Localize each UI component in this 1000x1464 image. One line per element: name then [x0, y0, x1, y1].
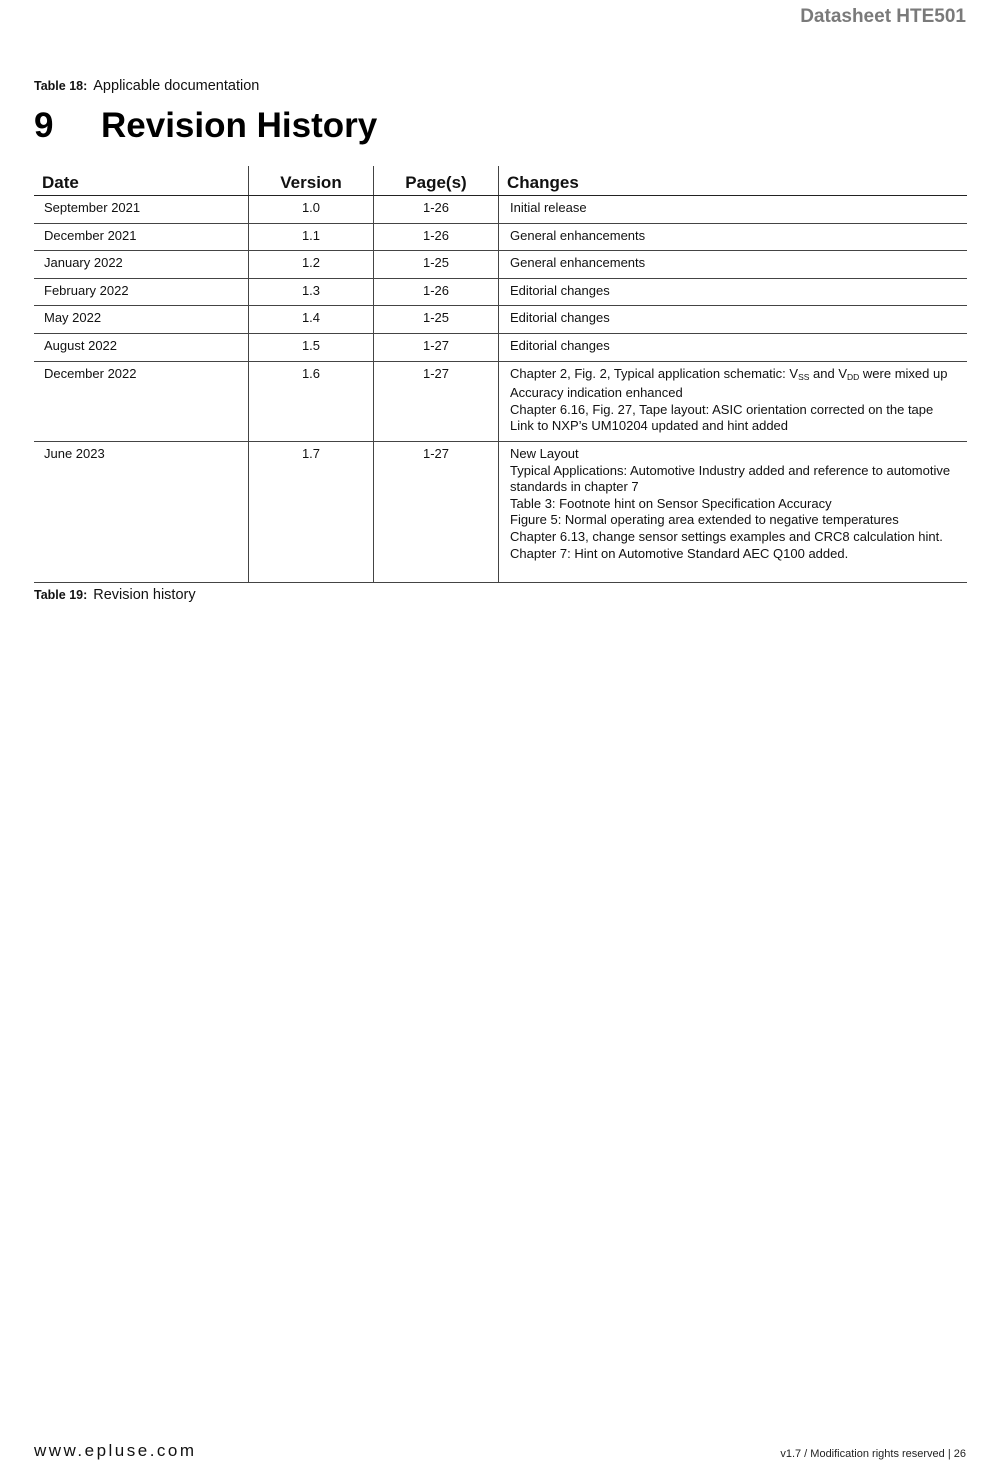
change-line: Chapter 7: Hint on Automotive Standard AEC Q100 added. — [510, 545, 849, 561]
section-number: 9 — [34, 106, 54, 145]
table-row — [34, 278, 967, 306]
change-line: Editorial changes — [510, 310, 610, 326]
cell-pages: 1-26 — [374, 278, 499, 306]
change-text: and V — [809, 365, 848, 381]
change-line: Editorial changes — [510, 337, 610, 353]
change-line: Editorial changes — [510, 282, 610, 298]
cell-date: September 2021 — [34, 196, 249, 224]
change-text: were mixed up — [859, 365, 948, 381]
table-caption-text: Revision history — [93, 587, 196, 603]
footer-website: www.epluse.com — [34, 1441, 197, 1460]
cell-version: 1.7 — [249, 441, 374, 582]
subscript-text: DD — [847, 371, 860, 382]
cell-version: 1.0 — [249, 196, 374, 224]
cell-version: 1.2 — [249, 251, 374, 279]
table-caption-revision-history — [34, 587, 196, 603]
cell-version: 1.6 — [249, 361, 374, 441]
cell-date: January 2022 — [34, 251, 249, 279]
cell-pages: 1-26 — [374, 223, 499, 251]
change-line: New Layout — [510, 445, 579, 461]
table-header-row — [34, 166, 967, 196]
column-header-changes: Changes — [499, 166, 968, 196]
table-row — [34, 441, 967, 582]
cell-date: May 2022 — [34, 306, 249, 334]
revision-history-table — [34, 166, 967, 583]
table-caption-label: Table 19: — [34, 588, 88, 602]
table-caption-label: Table 18: — [34, 79, 88, 93]
change-line: Table 3: Footnote hint on Sensor Specification Accuracy — [510, 495, 832, 511]
change-line: Initial release — [510, 200, 587, 215]
change-line: Accuracy indication enhanced — [510, 385, 683, 401]
document-title: Datasheet HTE501 — [800, 6, 966, 27]
change-line: Chapter 6.13, change sensor settings examples and CRC8 calculation hint. — [510, 528, 943, 544]
cell-changes — [499, 361, 968, 441]
table-caption-applicable-docs — [34, 78, 259, 94]
cell-date: June 2023 — [34, 441, 249, 582]
column-header-pages: Page(s) — [374, 166, 499, 196]
cell-date: August 2022 — [34, 333, 249, 361]
cell-pages: 1-26 — [374, 196, 499, 224]
cell-date: February 2022 — [34, 278, 249, 306]
change-line: General enhancements — [510, 255, 646, 271]
cell-pages: 1-27 — [374, 361, 499, 441]
cell-changes — [499, 333, 968, 361]
cell-date: December 2022 — [34, 361, 249, 441]
change-line: Figure 5: Normal operating area extended to negative temperatures — [510, 512, 899, 528]
table-row — [34, 306, 967, 334]
section-title: Revision History — [101, 106, 378, 145]
change-line: Typical Applications: Automotive Industry added and reference to automotive standards in chapter 7 — [510, 462, 951, 495]
footer-version-page: v1.7 / Modification rights reserved | 26 — [780, 1448, 966, 1460]
cell-version: 1.1 — [249, 223, 374, 251]
cell-changes — [499, 306, 968, 334]
table-row — [34, 333, 967, 361]
change-line: General enhancements — [510, 227, 646, 243]
table-row — [34, 361, 967, 441]
cell-version: 1.5 — [249, 333, 374, 361]
table-caption-text: Applicable documentation — [93, 78, 260, 94]
column-header-date: Date — [34, 166, 249, 196]
table-row — [34, 223, 967, 251]
table-row — [34, 251, 967, 279]
section-heading — [34, 106, 377, 146]
table-row — [34, 196, 967, 224]
change-line — [510, 366, 957, 386]
cell-changes — [499, 196, 968, 224]
cell-changes — [499, 441, 968, 582]
cell-pages: 1-27 — [374, 441, 499, 582]
change-line: Link to NXP’s UM10204 updated and hint added — [510, 418, 789, 434]
cell-pages: 1-25 — [374, 306, 499, 334]
subscript-text: SS — [798, 371, 810, 382]
cell-changes — [499, 278, 968, 306]
change-text: Chapter 2, Fig. 2, Typical application schematic: V — [510, 365, 799, 381]
change-line: Chapter 6.16, Fig. 27, Tape layout: ASIC orientation corrected on the tape — [510, 401, 934, 417]
cell-pages: 1-27 — [374, 333, 499, 361]
cell-version: 1.4 — [249, 306, 374, 334]
column-header-version: Version — [249, 166, 374, 196]
cell-pages: 1-25 — [374, 251, 499, 279]
cell-version: 1.3 — [249, 278, 374, 306]
cell-date: December 2021 — [34, 223, 249, 251]
cell-changes — [499, 223, 968, 251]
cell-changes — [499, 251, 968, 279]
